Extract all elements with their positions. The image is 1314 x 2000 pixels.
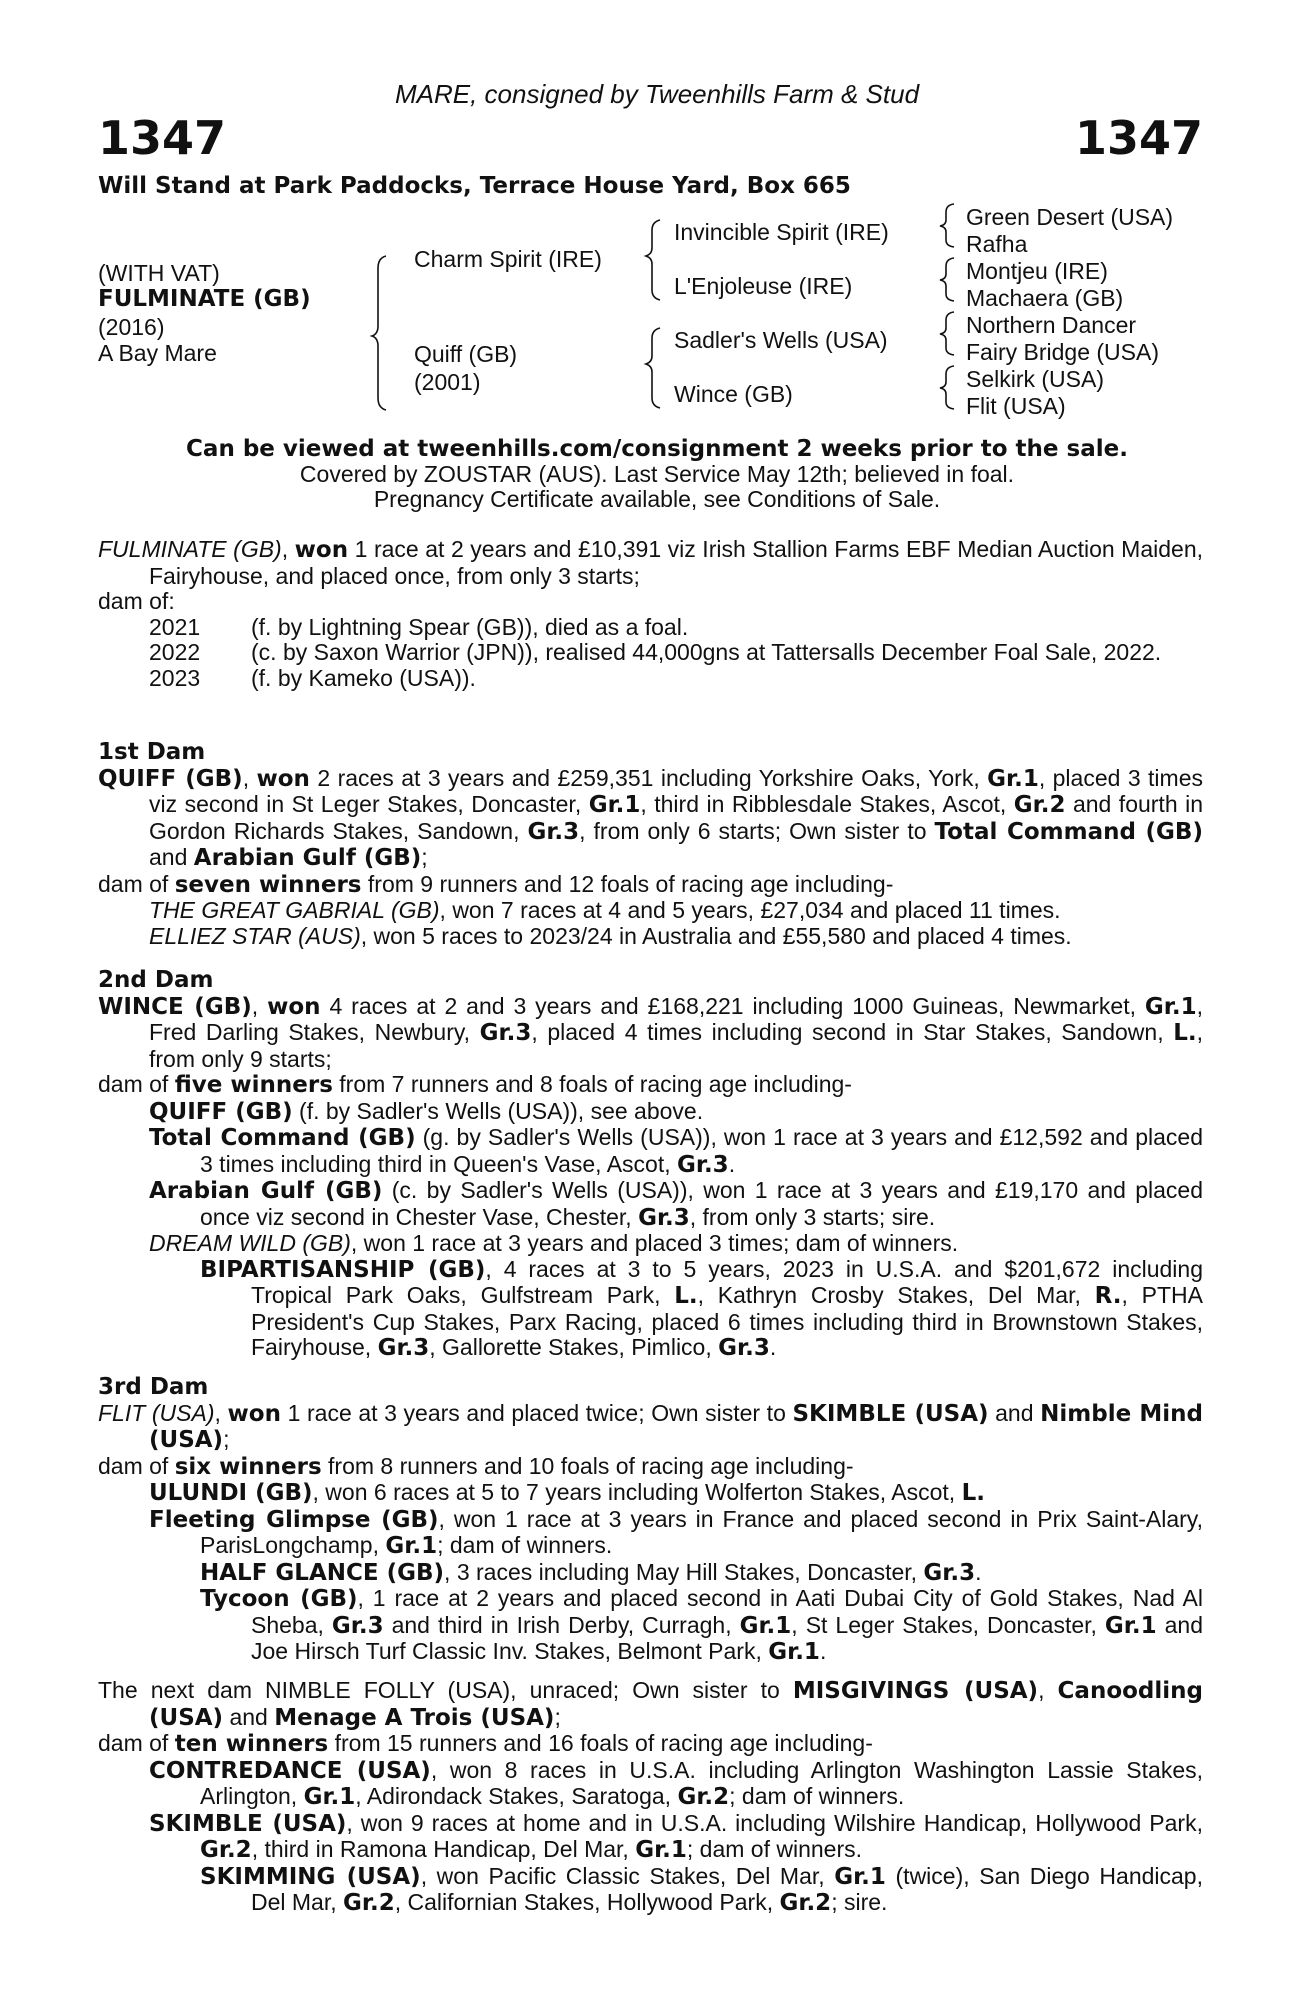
grand-produce-entry: BIPARTISANSHIP (GB), 4 races at 3 to 5 years, 2023 in U.S.A. and $201,672 including Tropical Park Oaks, Gulfstream Park, L., Kathryn Crosby Stakes, Del Mar, R., PTHA President's Cup Stakes, Parx Racing, placed 6 times including third in Brownstown Stakes, Fairyhouse, Gr.3, Gallorette Stakes, Pimlico, Gr.3. [200, 1255, 1204, 1361]
next-dam-produce-summary: dam of ten winners from 15 runners and 16 foals of racing age including- [98, 1730, 873, 1757]
pedigree-sire-dam: L'Enjoleuse (IRE) [674, 273, 853, 299]
pedigree-dam-year: (2001) [414, 369, 481, 395]
produce-row: 2022 (c. by Saxon Warrior (JPN)), realised 44,000gns at Tattersalls December Foal Sale, 2022. [149, 639, 1162, 665]
second-dam-section [98, 968, 1203, 1362]
second-dam-record: WINCE (GB), won 4 races at 2 and 3 years and £168,221 including 1000 Guineas, Newmarket, Gr.1, Fred Darling Stakes, Newbury, Gr.3, placed 4 times including second in Star Stakes, Sandown, L., from only 9 starts; [98, 992, 1203, 1072]
viewing-note: Can be viewed at tweenhills.com/consignment 2 weeks prior to the sale. [186, 436, 1128, 462]
first-dam-heading: 1st Dam [98, 739, 206, 765]
grand-produce-entry: HALF GLANCE (GB), 3 races including May Hill Stakes, Doncaster, Gr.3. [200, 1558, 982, 1586]
second-dam-heading: 2nd Dam [98, 967, 214, 993]
first-dam-section [98, 740, 1203, 949]
pedigree-gen3-1: Green Desert (USA) [966, 204, 1174, 230]
pedigree-gen3-4: Machaera (GB) [966, 285, 1124, 311]
horse-year: (2016) [98, 314, 165, 340]
pedigree-gen3-5: Northern Dancer [966, 312, 1137, 338]
next-dam-record: The next dam NIMBLE FOLLY (USA), unraced; Own sister to MISGIVINGS (USA), Canoodling (USA) and Menage A Trois (USA); [98, 1677, 1203, 1731]
produce-entry: Arabian Gulf (GB) (c. by Sadler's Wells (USA)), won 1 race at 3 years and £19,170 and placed once viz second in Chester Vase, Chester, Gr.3, from only 3 starts; sire. [149, 1177, 1203, 1231]
third-dam-section [98, 1375, 1203, 1666]
pedigree-sire: Charm Spirit (IRE) [414, 246, 602, 272]
next-dam-section [98, 1678, 1203, 1917]
produce-entry: QUIFF (GB) (f. by Sadler's Wells (USA)), see above. [149, 1097, 704, 1125]
pedigree-dam-dam: Wince (GB) [674, 381, 793, 407]
first-dam-produce-summary: dam of seven winners from 9 runners and 12 foals of racing age including- [98, 870, 894, 898]
pedigree-dam: Quiff (GB) [414, 341, 518, 367]
third-dam-heading: 3rd Dam [98, 1374, 209, 1400]
horse-name: FULMINATE (GB) [98, 286, 311, 312]
pedigree-dam-sire: Sadler's Wells (USA) [674, 327, 888, 353]
fulminate-section [98, 537, 1203, 691]
grand-produce-entry: SKIMMING (USA), won Pacific Classic Stakes, Del Mar, Gr.1 (twice), San Diego Handicap, Del Mar, Gr.2, Californian Stakes, Hollywood Park, Gr.2; sire. [200, 1862, 1203, 1916]
third-dam-record: FLIT (USA), won 1 race at 3 years and placed twice; Own sister to SKIMBLE (USA) and Nimble Mind (USA); [98, 1399, 1204, 1453]
third-dam-produce-summary: dam of six winners from 8 runners and 10 foals of racing age including- [98, 1452, 854, 1480]
pedigree-sire-sire: Invincible Spirit (IRE) [674, 219, 889, 245]
fulminate-record: FULMINATE (GB), won 1 race at 2 years and £10,391 viz Irish Stallion Farms EBF Median Auction Maiden, Fairyhouse, and placed once, from only 3 starts; [98, 536, 1204, 589]
produce-entry: ULUNDI (GB), won 6 races at 5 to 7 years including Wolferton Stakes, Ascot, L. [149, 1479, 985, 1506]
consignment-header: MARE, consigned by Tweenhills Farm & Stud [394, 79, 920, 109]
lot-number-left: 1347 [98, 111, 227, 165]
produce-entry: Total Command (GB) (g. by Sadler's Wells (USA)), won 1 race at 3 years and £12,592 and placed 3 times including third in Queen's Vase, Ascot, Gr.3. [149, 1124, 1203, 1178]
stand-location: Will Stand at Park Paddocks, Terrace House Yard, Box 665 [98, 173, 851, 199]
covered-note: Covered by ZOUSTAR (AUS). Last Service May 12th; believed in foal. [299, 461, 1015, 487]
produce-entry: DREAM WILD (GB), won 1 race at 3 years and placed 3 times; dam of winners. [149, 1230, 959, 1256]
produce-entry: Fleeting Glimpse (GB), won 1 race at 3 years in France and placed second in Prix Saint-Alary, ParisLongchamp, Gr.1; dam of winners. [149, 1505, 1203, 1559]
pedigree-gen3-8: Flit (USA) [966, 393, 1066, 419]
vat-note: (WITH VAT) [98, 260, 220, 286]
dam-of-label: dam of: [98, 588, 175, 614]
lot-number-right: 1347 [1074, 111, 1203, 165]
produce-row: 2023 (f. by Kameko (USA)). [149, 664, 476, 691]
produce-entry: THE GREAT GABRIAL (GB), won 7 races at 4 and 5 years, £27,034 and placed 11 times. [149, 897, 1061, 923]
second-dam-produce-summary: dam of five winners from 7 runners and 8 foals of racing age including- [98, 1071, 852, 1098]
pedigree-gen3-7: Selkirk (USA) [966, 366, 1105, 392]
grand-produce-entry: Tycoon (GB), 1 race at 2 years and placed second in Aati Dubai City of Gold Stakes, Nad Al Sheba, Gr.3 and third in Irish Derby, Curragh, Gr.1, St Leger Stakes, Doncaster, Gr.1 and Joe Hirsch Turf Classic Inv. Stakes, Belmont Park, Gr.1. [200, 1585, 1203, 1665]
produce-row: 2021 (f. by Lightning Spear (GB)), died as a foal. [149, 613, 689, 640]
pedigree-gen3-2: Rafha [966, 231, 1028, 257]
produce-entry: ELLIEZ STAR (AUS), won 5 races to 2023/24 in Australia and £55,580 and placed 4 times. [149, 922, 1072, 949]
horse-description: A Bay Mare [98, 340, 217, 366]
pedigree-gen3-3: Montjeu (IRE) [966, 258, 1108, 284]
produce-entry: CONTREDANCE (USA), won 8 races in U.S.A. including Arlington Washington Lassie Stakes, Arlington, Gr.1, Adirondack Stakes, Saratoga, Gr.2; dam of winners. [149, 1756, 1203, 1810]
pregnancy-note: Pregnancy Certificate available, see Conditions of Sale. [373, 486, 941, 512]
produce-entry: SKIMBLE (USA), won 9 races at home and in U.S.A. including Wilshire Handicap, Hollywood Park, Gr.2, third in Ramona Handicap, Del Mar, Gr.1; dam of winners. [149, 1809, 1203, 1863]
first-dam-record: QUIFF (GB), won 2 races at 3 years and £259,351 including Yorkshire Oaks, York, Gr.1, placed 3 times viz second in St Leger Stakes, Doncaster, Gr.1, third in Ribblesdale Stakes, Ascot, Gr.2 and fourth in Gordon Richards Stakes, Sandown, Gr.3, from only 6 starts; Own sister to Total Command (GB) and Arabian Gulf (GB); [98, 764, 1203, 871]
pedigree-gen3-6: Fairy Bridge (USA) [966, 339, 1159, 365]
